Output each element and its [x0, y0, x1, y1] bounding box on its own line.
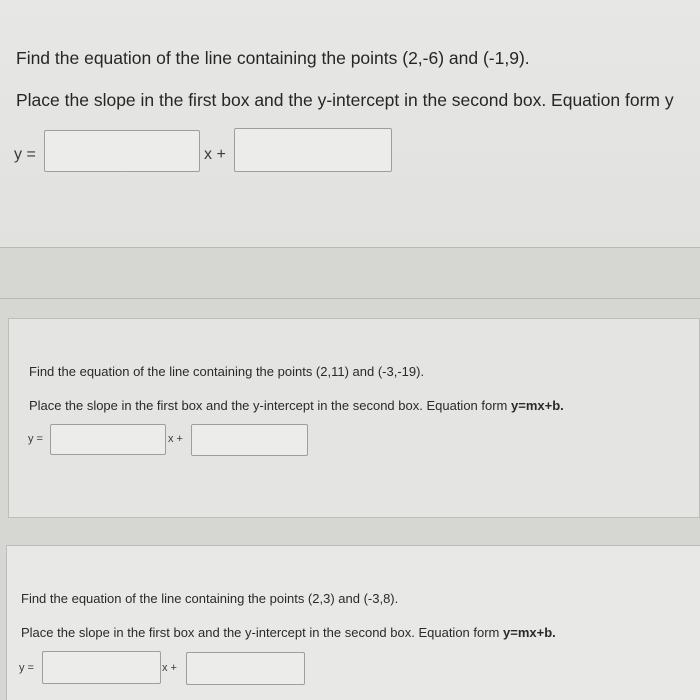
q3-x-plus-label: x +	[162, 662, 177, 674]
question-3-text: Find the equation of the line containing the points (2,3) and (-3,8).	[21, 591, 399, 606]
question-2-text: Find the equation of the line containing the points (2,11) and (-3,-19).	[29, 364, 425, 379]
q2-intercept-input[interactable]	[191, 424, 308, 456]
q1-y-equals-label: y =	[14, 146, 36, 163]
q1-intercept-input[interactable]	[234, 128, 392, 172]
question-2-panel	[8, 318, 700, 518]
q2-slope-input[interactable]	[50, 424, 166, 455]
q2-x-plus-label: x +	[168, 433, 183, 445]
q3-slope-input[interactable]	[42, 651, 161, 684]
q3-intercept-input[interactable]	[186, 652, 305, 685]
q1-slope-input[interactable]	[44, 130, 200, 172]
divider	[0, 298, 700, 299]
question-1-panel	[0, 0, 700, 247]
question-2-instruction-text: Place the slope in the first box and the y-intercept in the second box. Equation form	[29, 398, 512, 413]
question-3-instruction-text: Place the slope in the first box and the y-intercept in the second box. Equation form	[21, 625, 504, 640]
question-1-text: Find the equation of the line containing the points (2,-6) and (-1,9).	[16, 48, 530, 68]
question-1-instruction: Place the slope in the first box and the y-intercept in the second box. Equation form y	[16, 90, 674, 110]
q1-x-plus-label: x +	[204, 146, 226, 163]
q3-y-equals-label: y =	[19, 662, 34, 674]
equation-form: y=mx+b.	[503, 625, 556, 640]
equation-form: y=mx+b.	[511, 398, 564, 413]
question-3-panel	[6, 545, 700, 700]
question-2-instruction	[29, 398, 564, 413]
question-3-instruction	[21, 625, 556, 640]
divider	[0, 247, 700, 248]
q2-y-equals-label: y =	[28, 433, 43, 445]
